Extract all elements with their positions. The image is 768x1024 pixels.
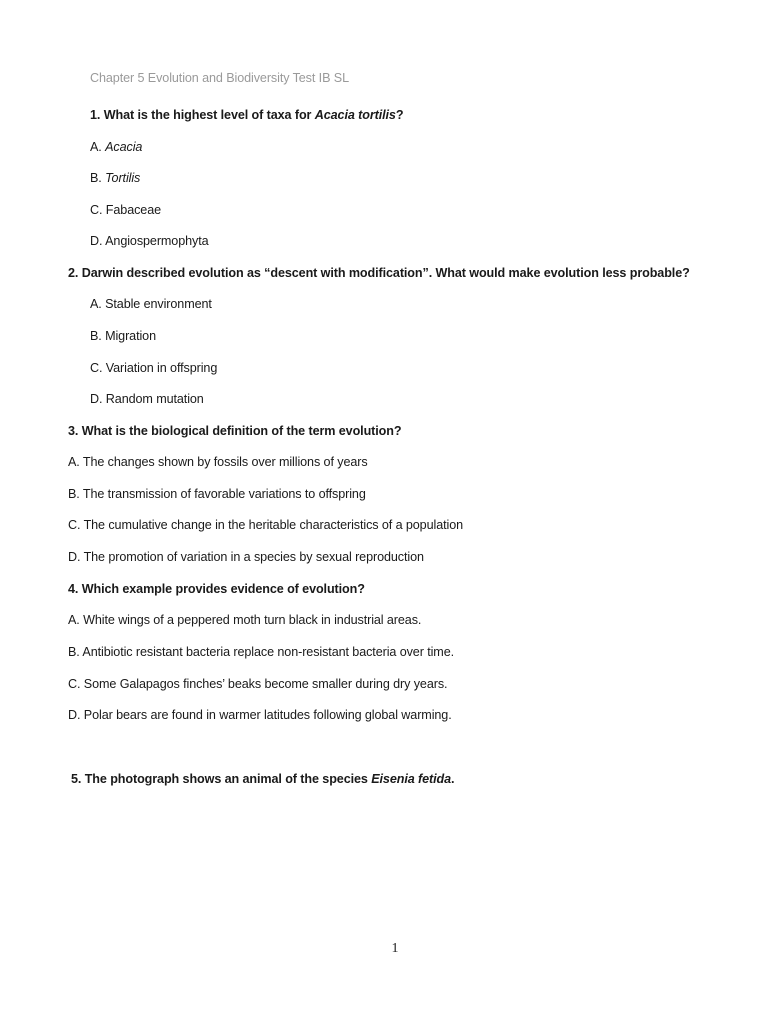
question-2-option-c: C. Variation in offspring (90, 361, 218, 375)
option-text: Fabaceae (105, 203, 162, 217)
question-5-stem-text: 5. The photograph shows an animal of the species (71, 772, 372, 786)
option-letter: B. (90, 171, 106, 185)
page-number: 1 (391, 941, 399, 956)
option-text: Angiospermophyta (105, 234, 209, 248)
question-2-stem: 2. Darwin described evolution as “descent with modification”. What would make evolution less probable? (68, 266, 690, 280)
question-3-option-a: A. The changes shown by fossils over millions of years (68, 455, 368, 469)
question-5-stem (71, 771, 454, 787)
option-text: Acacia (105, 140, 143, 154)
question-2-option-b: B. Migration (90, 329, 156, 343)
question-2-option-d: D. Random mutation (90, 392, 204, 406)
question-5-stem-end: . (451, 772, 455, 786)
question-3-option-d: D. The promotion of variation in a species by sexual reproduction (68, 550, 424, 564)
option-letter: C. (90, 203, 106, 217)
question-1-option-b (90, 170, 140, 186)
question-5-species-name: Eisenia fetida (371, 772, 452, 786)
question-1-stem-text: 1. What is the highest level of taxa for (90, 108, 315, 122)
option-text: Tortilis (105, 171, 141, 185)
option-letter: A. (90, 140, 106, 154)
question-4-option-d: D. Polar bears are found in warmer latitudes following global warming. (68, 708, 452, 722)
question-2-option-a: A. Stable environment (90, 297, 212, 311)
question-1-stem (90, 107, 403, 123)
option-letter: D. (90, 234, 106, 248)
document-header: Chapter 5 Evolution and Biodiversity Test IB SL (90, 71, 349, 85)
question-4-option-a: A. White wings of a peppered moth turn black in industrial areas. (68, 613, 422, 627)
question-1-option-d (90, 233, 209, 249)
question-1-stem-end: ? (395, 108, 404, 122)
question-1-option-c (90, 202, 161, 218)
question-4-option-b: B. Antibiotic resistant bacteria replace non-resistant bacteria over time. (68, 645, 454, 659)
question-1-species-name: Acacia tortilis (314, 108, 396, 122)
question-3-option-b: B. The transmission of favorable variations to offspring (68, 487, 366, 501)
question-1-option-a (90, 139, 142, 155)
question-3-option-c: C. The cumulative change in the heritable characteristics of a population (68, 518, 463, 532)
question-3-stem: 3. What is the biological definition of the term evolution? (68, 424, 402, 438)
question-4-stem: 4. Which example provides evidence of evolution? (68, 582, 365, 596)
question-4-option-c: C. Some Galapagos finches’ beaks become smaller during dry years. (68, 677, 448, 691)
